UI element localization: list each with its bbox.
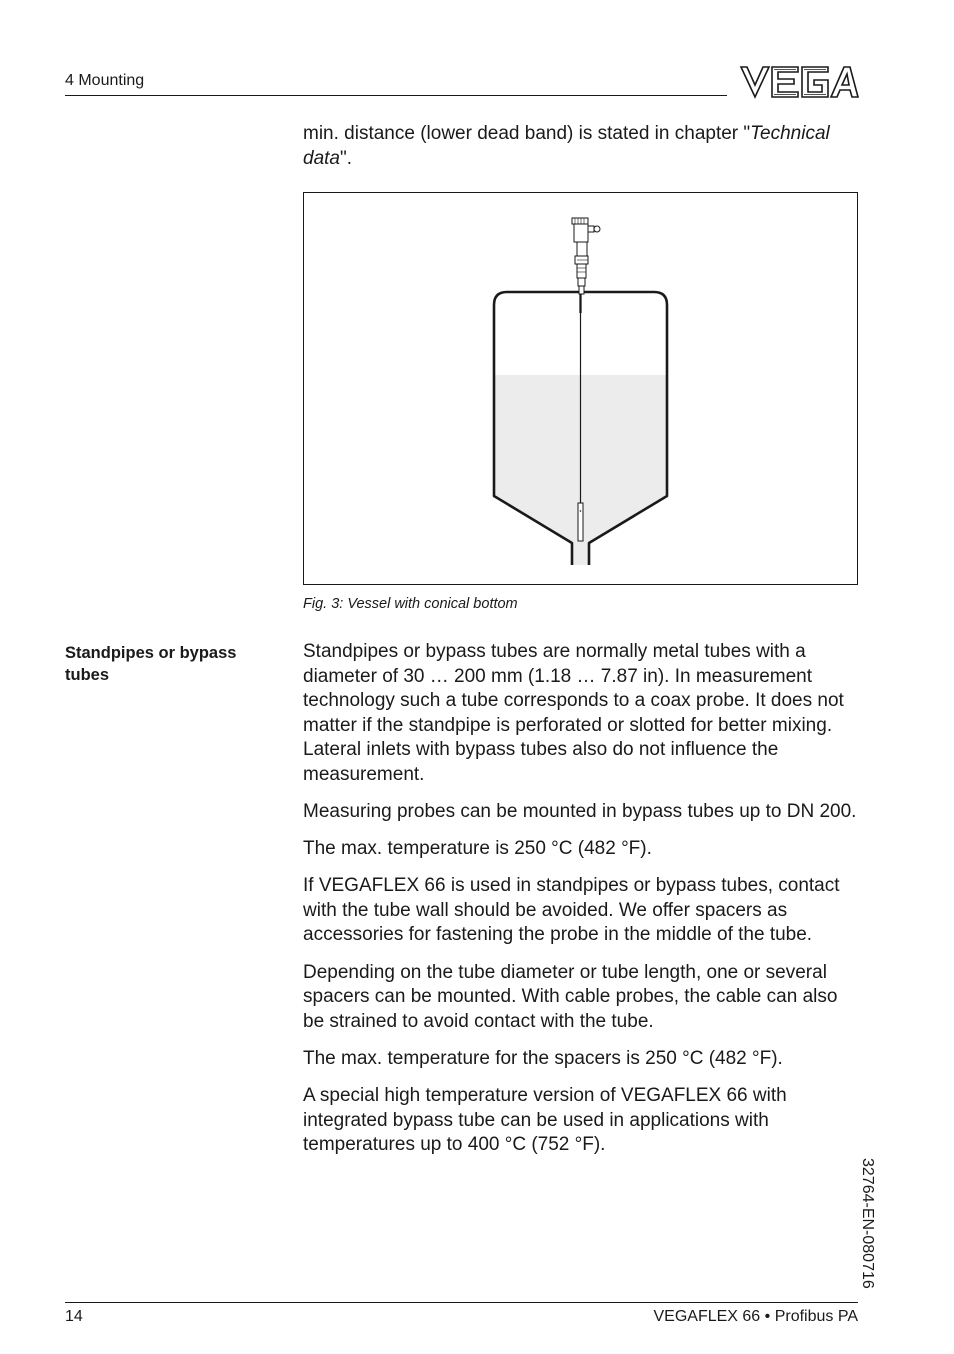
footer-product-name: VEGAFLEX 66 • Profibus PA: [653, 1308, 858, 1325]
paragraph: The max. temperature for the spacers is 250 °C (482 °F).: [303, 1047, 783, 1069]
probe-weight: [578, 503, 583, 541]
header-rule: [65, 95, 727, 96]
intro-text-end: ".: [339, 147, 353, 169]
page-number: 14: [65, 1308, 83, 1325]
vessel-diagram: [304, 193, 857, 584]
paragraph: The max. temperature is 250 °C (482 °F).: [303, 838, 652, 860]
paragraph: If VEGAFLEX 66 is used in standpipes or bypass tubes, contact with the tube wall should be avoided. We offer spacers as accessories for fastening the probe in the middle of the tube.: [303, 875, 840, 946]
vega-logo: [738, 64, 860, 100]
intro-text-start: min. distance (lower dead band) is stated in chapter ": [303, 123, 751, 144]
document-code-margin: [859, 1158, 892, 1306]
paragraph: Standpipes or bypass tubes are normally metal tubes with a diameter of 30 … 200 mm (1.18 … 7.87 in). In measurement technology such a tube corresponds to a coax probe. It does not matter if the standpipe is perforated or slotted for better mixing. Lateral inlets with bypass tubes also do not influence the measurement.: [303, 641, 844, 785]
paragraph: Measuring probes can be mounted in bypass tubes up to DN 200.: [303, 801, 857, 823]
paragraph: A special high temperature version of VEGAFLEX 66 with integrated bypass tube can be used in applications with temperatures up to 400 °C (752 °F).: [303, 1084, 787, 1156]
header-section-title: 4 Mounting: [65, 72, 145, 89]
footer-rule: [65, 1302, 858, 1303]
section-body: [303, 640, 863, 1170]
figure-frame: [303, 192, 858, 585]
document-code: 32764-EN-080716: [859, 1158, 876, 1289]
section-heading: Standpipes or bypass tubes: [65, 644, 237, 684]
intro-paragraph: [303, 122, 859, 171]
intro-chapter-reference: Technical data: [303, 123, 830, 169]
paragraph: Depending on the tube diameter or tube length, one or several spacers can be mounted. With cable probes, the cable can also be strained to avoid contact with the tube.: [303, 961, 838, 1032]
probe-head: [572, 218, 600, 294]
figure-caption: Fig. 3: Vessel with conical bottom: [303, 596, 518, 612]
